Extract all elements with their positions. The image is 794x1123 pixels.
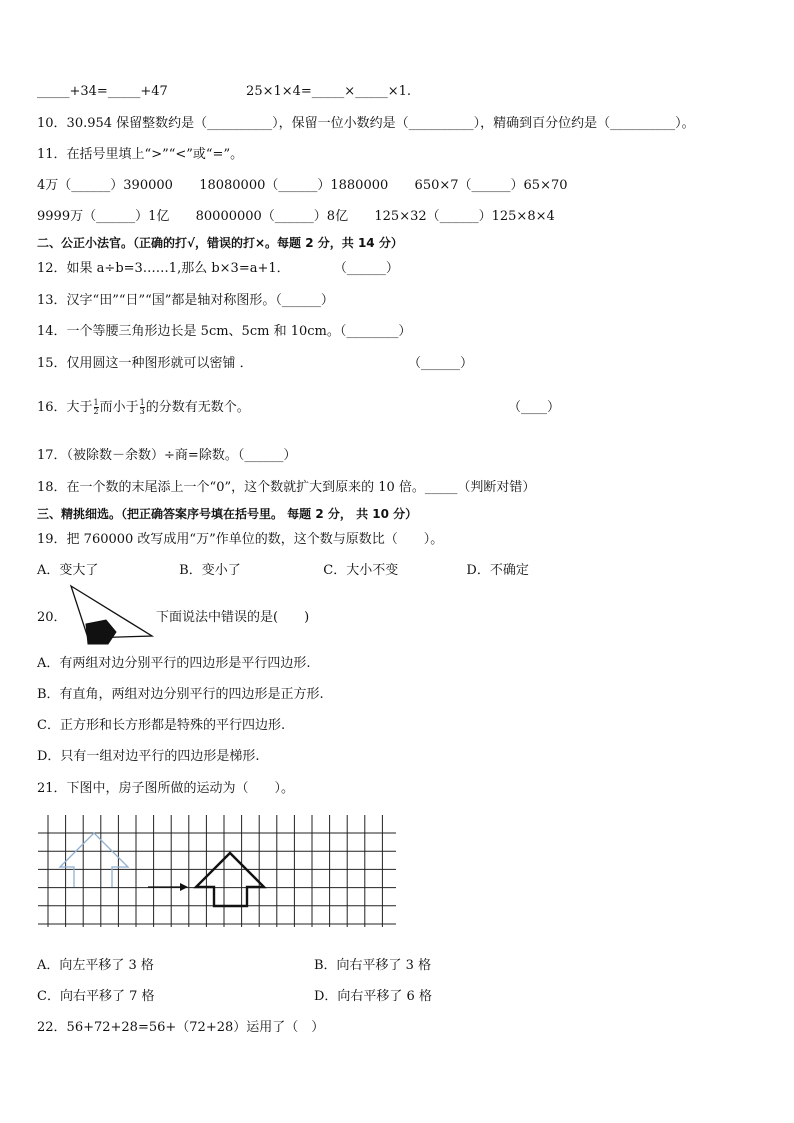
question-19: 19．把 760000 改写成用“万”作单位的数，这个数与原数比（ ）。: [37, 532, 444, 547]
question-20-choice-d[interactable]: D．只有一组对边平行的四边形是梯形.: [37, 749, 260, 764]
compare-item: 80000000（______）8亿: [195, 209, 349, 224]
choice-c[interactable]: C．大小不变: [323, 563, 399, 578]
translation-grid-figure: [38, 815, 398, 930]
question-16-text-b: 而小于: [99, 400, 139, 415]
compare-item: 650×7（______）65×70: [414, 178, 568, 193]
question-12: [37, 260, 399, 278]
equation-right: 25×1×4=_____×_____×1.: [246, 84, 411, 99]
question-15: [37, 355, 253, 373]
question-14: 14．一个等腰三角形边长是 5cm、5cm 和 10cm。（________）: [37, 324, 412, 339]
question-21-choice-c[interactable]: C．向右平移了 7 格: [37, 989, 155, 1004]
question-17: 17．（被除数－余数）÷商=除数。（______）: [37, 448, 297, 463]
fraction-third: [140, 399, 145, 416]
question-21: 21．下图中，房子图所做的运动为（ ）。: [37, 781, 295, 796]
fraction-numerator: 1: [93, 398, 99, 407]
section-2-heading: 二、公正小法官。（正确的打√，错误的打×。每题 2 分，共 14 分）: [37, 236, 403, 250]
answer-blank: （______）: [408, 356, 474, 371]
question-20: 下面说法中错误的是( ): [156, 610, 310, 625]
question-16: [37, 399, 250, 417]
compare-item: 125×32（______）125×8×4: [374, 209, 555, 224]
grid-lines: [38, 815, 396, 927]
question-20-choice-c[interactable]: C．正方形和长方形都是特殊的平行四边形.: [37, 718, 286, 733]
question-15-text: 15．仅用圆这一种图形就可以密铺 ．: [37, 356, 253, 371]
equation-row: [37, 83, 411, 101]
question-18: 18．在一个数的末尾添上一个“0”，这个数就扩大到原来的 10 倍。_____（判断对错）: [37, 480, 536, 495]
question-11-row-2: [37, 208, 555, 226]
move-arrow-head: [180, 883, 188, 891]
original-house-shape: [60, 833, 128, 887]
question-21-choice-d[interactable]: D．向右平移了 6 格: [314, 989, 432, 1004]
choice-d[interactable]: D．不确定: [466, 563, 529, 578]
question-16-text-c: 的分数有无数个。: [145, 400, 250, 415]
question-11: 11．在括号里填上“>”“<”或“=”。: [37, 147, 244, 162]
question-21-choice-b[interactable]: B．向右平移了 3 格: [314, 958, 432, 973]
choice-a[interactable]: A．变大了: [37, 563, 99, 578]
triangle-card-figure: [64, 584, 158, 648]
fraction-denominator: 3: [139, 407, 145, 416]
question-10: 10．30.954 保留整数约是（__________），保留一位小数约是（__________），精确到百分位约是（__________）。: [37, 116, 695, 131]
question-20-choice-b[interactable]: B．有直角，两组对边分别平行的四边形是正方形.: [37, 687, 324, 702]
question-16-text-a: 16．大于: [37, 400, 93, 415]
section-3-heading: 三、精挑细选。（把正确答案序号填在括号里。 每题 2 分， 共 10 分）: [37, 507, 418, 521]
compare-item: 9999万（______）1亿: [37, 209, 170, 224]
equation-left: _____+34=_____+47: [37, 84, 168, 99]
fraction-denominator: 2: [93, 407, 99, 416]
compare-item: 4万（______）390000: [37, 178, 173, 193]
compare-item: 18080000（______）1880000: [199, 178, 389, 193]
question-22: 22．56+72+28=56+（72+28）运用了（ ）: [37, 1020, 325, 1035]
answer-blank: （______）: [333, 261, 399, 276]
question-20-number: 20．: [37, 610, 67, 625]
question-13: 13．汉字“田”“日”“国”都是轴对称图形。（______）: [37, 293, 334, 308]
question-19-choices: [37, 562, 529, 580]
fraction-numerator: 1: [139, 398, 145, 407]
question-12-text: 12．如果 a÷b=3……1,那么 b×3=a+1．: [37, 261, 290, 276]
question-11-row-1: [37, 177, 568, 195]
answer-blank: （____）: [508, 400, 561, 415]
choice-b[interactable]: B．变小了: [179, 563, 241, 578]
fraction-half: [94, 399, 99, 416]
occluding-shape: [86, 620, 116, 644]
question-20-choice-a[interactable]: A．有两组对边分别平行的四边形是平行四边形.: [37, 656, 311, 671]
question-21-choice-a[interactable]: A．向左平移了 3 格: [37, 958, 154, 973]
